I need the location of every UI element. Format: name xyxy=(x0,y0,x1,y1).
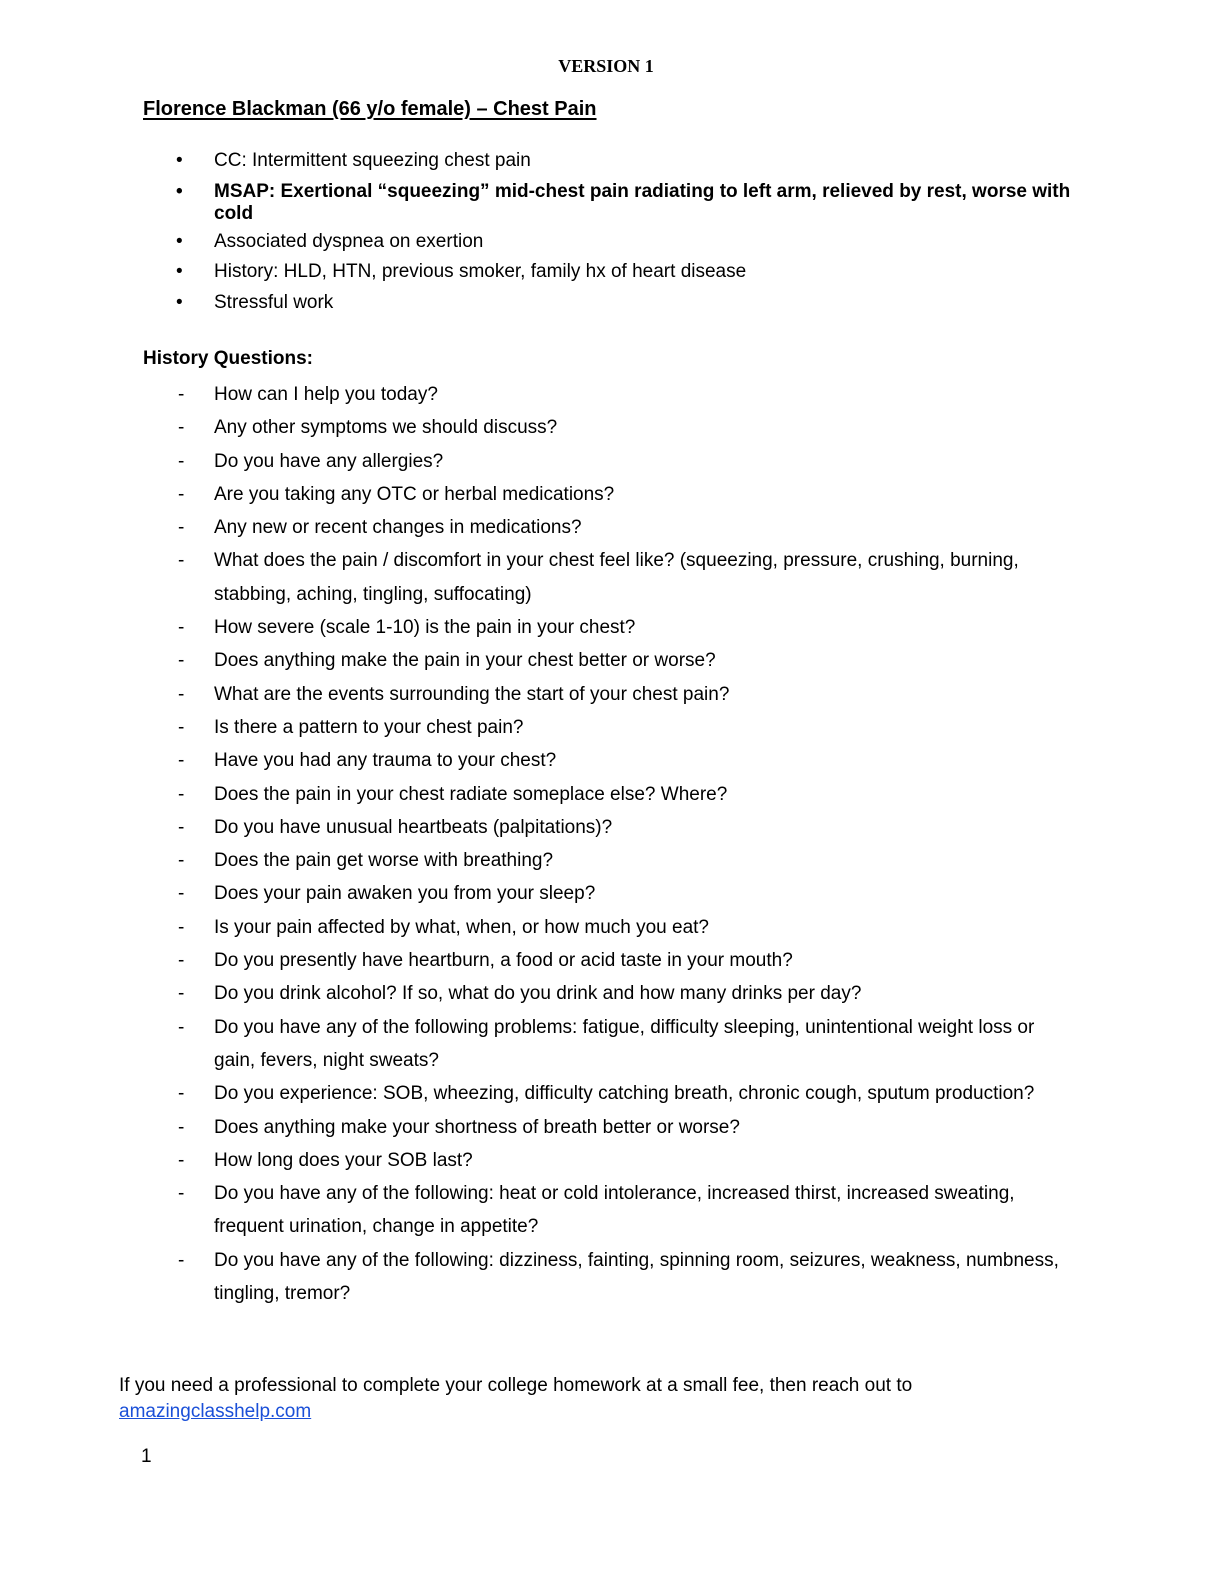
bullet-icon: • xyxy=(176,150,183,171)
history-question-item xyxy=(0,1011,1224,1078)
history-question-text: Does the pain get worse with breathing? xyxy=(214,850,554,872)
history-questions-heading: History Questions: xyxy=(143,348,313,369)
history-question-text: Do you have any of the following: dizziness, fainting, spinning room, seizures, weakness, numbness, tingling, tremor? xyxy=(214,1249,1059,1305)
history-question-text: Does anything make the pain in your chest better or worse? xyxy=(214,650,716,672)
dash-icon: - xyxy=(178,916,185,938)
dash-icon: - xyxy=(178,1149,185,1171)
footer-note xyxy=(119,1373,1119,1425)
history-question-item xyxy=(0,544,1224,611)
dash-icon: - xyxy=(178,384,185,405)
history-question-text: What are the events surrounding the start of your chest pain? xyxy=(214,683,730,705)
dash-icon: - xyxy=(178,650,185,672)
dash-icon: - xyxy=(178,617,185,639)
bullet-icon: • xyxy=(176,291,183,313)
dash-icon: - xyxy=(178,750,185,772)
history-question-item xyxy=(0,977,1224,1010)
case-bullet-text: Associated dyspnea on exertion xyxy=(214,230,484,252)
dash-icon: - xyxy=(178,1016,185,1038)
history-question-text: Do you experience: SOB, wheezing, difficulty catching breath, chronic cough, sputum production? xyxy=(214,1083,1035,1105)
history-question-item xyxy=(0,844,1224,877)
page-number: 1 xyxy=(141,1446,152,1467)
dash-icon: - xyxy=(178,783,185,805)
dash-icon: - xyxy=(178,450,185,472)
dash-icon: - xyxy=(178,983,185,1005)
dash-icon: - xyxy=(178,550,185,572)
history-question-text: Is there a pattern to your chest pain? xyxy=(214,716,524,738)
case-bullet-text: Stressful work xyxy=(214,291,334,313)
case-bullet-text: CC: Intermittent squeezing chest pain xyxy=(214,150,531,171)
history-question-text: Do you presently have heartburn, a food or acid taste in your mouth? xyxy=(214,950,793,972)
history-question-item xyxy=(0,1177,1224,1244)
history-question-item xyxy=(0,611,1224,644)
dash-icon: - xyxy=(178,483,185,505)
case-bullet-text: History: HLD, HTN, previous smoker, family hx of heart disease xyxy=(214,261,747,282)
history-question-text: Do you have any of the following problems: fatigue, difficulty sleeping, unintentional weight loss or gain, fevers, night sweats? xyxy=(214,1016,1035,1071)
dash-icon: - xyxy=(178,1116,185,1138)
dash-icon: - xyxy=(178,883,185,905)
dash-icon: - xyxy=(178,1083,185,1105)
history-question-text: Does anything make your shortness of breath better or worse? xyxy=(214,1116,740,1138)
history-question-item xyxy=(0,1144,1224,1177)
case-bullet-item xyxy=(0,150,1224,172)
history-questions-list xyxy=(0,378,1224,1310)
history-question-item xyxy=(0,378,1224,411)
dash-icon: - xyxy=(178,517,185,539)
footer-link[interactable]: amazingclasshelp.com xyxy=(119,1401,312,1422)
history-question-item xyxy=(0,1077,1224,1110)
history-question-text: Any new or recent changes in medications? xyxy=(214,517,582,539)
history-question-item xyxy=(0,478,1224,511)
case-title: Florence Blackman (66 y/o female) – Chest Pain xyxy=(143,98,597,120)
history-question-text: Have you had any trauma to your chest? xyxy=(214,750,557,772)
history-question-text: How severe (scale 1-10) is the pain in your chest? xyxy=(214,617,636,639)
history-question-text: Does your pain awaken you from your sleep? xyxy=(214,883,596,905)
history-question-text: Any other symptoms we should discuss? xyxy=(214,417,558,439)
version-header: VERSION 1 xyxy=(558,56,654,76)
history-question-item xyxy=(0,778,1224,811)
dash-icon: - xyxy=(178,716,185,738)
history-question-text: Is your pain affected by what, when, or how much you eat? xyxy=(214,916,709,938)
history-question-item xyxy=(0,411,1224,444)
history-question-text: Does the pain in your chest radiate someplace else? Where? xyxy=(214,783,728,805)
footer-text: If you need a professional to complete your college homework at a small fee, then reach out to xyxy=(119,1375,913,1396)
history-question-item xyxy=(0,911,1224,944)
bullet-icon: • xyxy=(176,180,183,202)
history-question-text: Do you have any of the following: heat or cold intolerance, increased thirst, increased sweating, frequent urination, change in appetite? xyxy=(214,1183,1015,1238)
dash-icon: - xyxy=(178,850,185,872)
case-bullet-text: MSAP: Exertional “squeezing” mid-chest pain radiating to left arm, relieved by rest, worse with cold xyxy=(214,180,1071,224)
bullet-icon: • xyxy=(176,230,183,252)
dash-icon: - xyxy=(178,1249,185,1271)
history-question-text: What does the pain / discomfort in your chest feel like? (squeezing, pressure, crushing, burning, stabbing, aching, tingling, suffocating) xyxy=(214,550,1019,605)
history-question-item xyxy=(0,445,1224,478)
dash-icon: - xyxy=(178,816,185,838)
history-question-item xyxy=(0,1111,1224,1144)
history-question-text: Do you have unusual heartbeats (palpitations)? xyxy=(214,816,613,838)
history-question-text: How long does your SOB last? xyxy=(214,1149,473,1171)
history-question-item xyxy=(0,711,1224,744)
history-question-item xyxy=(0,811,1224,844)
history-question-text: Do you drink alcohol? If so, what do you drink and how many drinks per day? xyxy=(214,983,862,1005)
dash-icon: - xyxy=(178,950,185,972)
case-bullet-item xyxy=(0,231,1224,253)
dash-icon: - xyxy=(178,417,185,439)
history-question-item xyxy=(0,744,1224,777)
history-question-item xyxy=(0,678,1224,711)
dash-icon: - xyxy=(178,1183,185,1205)
case-summary-list xyxy=(0,150,1224,322)
history-question-item xyxy=(0,877,1224,910)
history-question-text: How can I help you today? xyxy=(214,384,438,405)
history-question-text: Are you taking any OTC or herbal medications? xyxy=(214,483,615,505)
history-question-item xyxy=(0,644,1224,677)
bullet-icon: • xyxy=(176,261,183,282)
dash-icon: - xyxy=(178,683,185,705)
history-question-item xyxy=(0,1244,1224,1311)
case-bullet-item xyxy=(0,261,1224,283)
history-question-item xyxy=(0,511,1224,544)
history-question-text: Do you have any allergies? xyxy=(214,450,444,472)
case-bullet-item xyxy=(0,181,1224,225)
case-bullet-item xyxy=(0,292,1224,314)
history-question-item xyxy=(0,944,1224,977)
